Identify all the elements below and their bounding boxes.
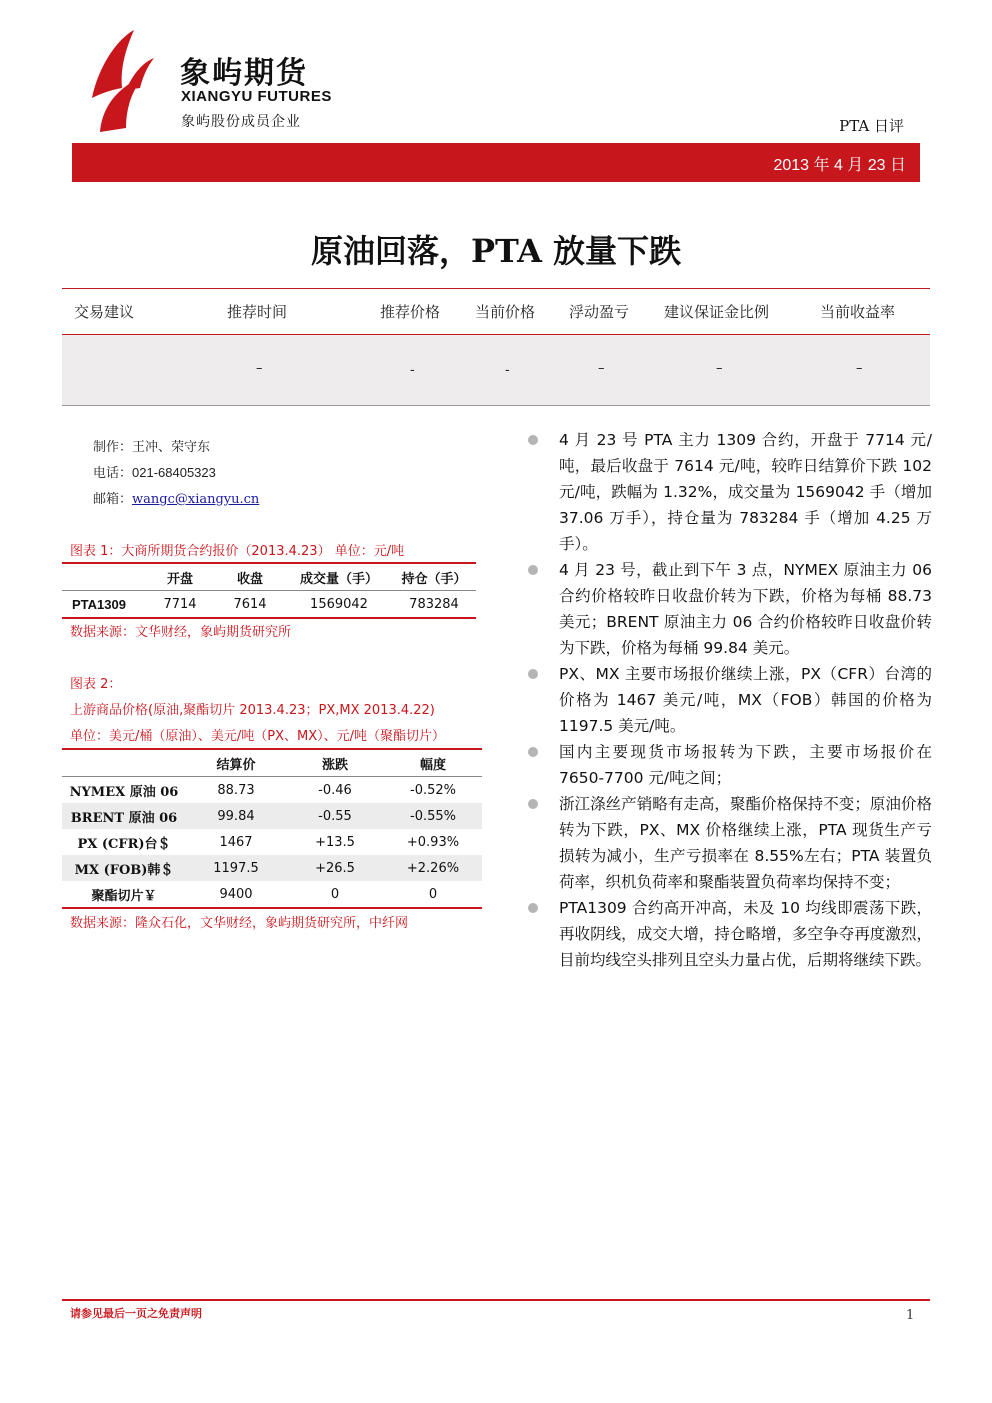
bullet-dot-icon: [528, 669, 538, 679]
table-header-cell: 涨跌: [321, 757, 348, 773]
table-cell: 783284: [409, 596, 459, 612]
table1-source: 数据来源：文华财经，象屿期货研究所: [70, 625, 292, 640]
table-row: [62, 881, 482, 908]
bullet-dot-icon: [528, 747, 538, 757]
disclaimer-note: 请参见最后一页之免责声明: [70, 1307, 202, 1320]
rec-value-cell: –: [256, 361, 263, 376]
upstream-price-table: [62, 748, 482, 909]
table-cell: -0.55: [318, 808, 352, 824]
table-row-label: PX (CFR)台＄: [77, 836, 171, 852]
rec-value-cell: –: [716, 361, 723, 376]
market-commentary-list: [528, 427, 932, 973]
table-header-cell: 结算价: [216, 757, 256, 773]
rec-value-cell: -: [410, 363, 415, 378]
table-header-cell: 幅度: [419, 757, 446, 773]
table-header-cell: 收盘: [236, 571, 263, 587]
table-cell: 88.73: [217, 782, 255, 798]
report-type: PTA 日评: [839, 117, 904, 135]
phone-label: 电话：: [93, 466, 133, 481]
brand-subtitle: 象屿股份成员企业: [181, 114, 301, 130]
commentary-text: 浙江涤丝产销略有走高，聚酯价格保持不变；原油价格转为下跌，PX、MX 价格继续上涨，PTA 现货生产亏损转为减小，生产亏损率在 8.55%左右；PTA 装置负荷率，织机负荷率和聚酯装置负荷率均保持不变；: [559, 795, 932, 891]
table-header-cell: [62, 563, 146, 591]
table-row-label: BRENT 原油 06: [70, 810, 178, 826]
table-cell: 7614: [233, 596, 267, 612]
xiangyu-logo-mark: [86, 28, 156, 132]
producer-line: 制作：王冲、荣守东: [93, 440, 211, 455]
rec-header-cell: 当前价格: [475, 303, 536, 321]
phone-line: [93, 462, 216, 481]
futures-quote-table: [62, 562, 476, 619]
table-row: [62, 777, 482, 804]
rec-header-cell: 推荐时间: [227, 303, 288, 321]
commentary-text: PX、MX 主要市场报价继续上涨，PX（CFR）台湾的价格为 1467 美元/吨，MX（FOB）韩国的价格为 1197.5 美元/吨。: [559, 665, 932, 735]
rec-value-cell: –: [598, 361, 605, 376]
rec-header-cell: 当前收益率: [820, 303, 896, 321]
rec-table-header: [62, 289, 930, 334]
commentary-text: 4 月 23 号，截止到下午 3 点，NYMEX 原油主力 06 合约价格较昨日收盘价转为下跌，价格为每桶 88.73 美元；BRENT 原油主力 06 合约价格较昨日收盘价转为下跌，价格为每桶 99.84 美元。: [559, 561, 932, 657]
table-cell: 1197.5: [213, 860, 259, 876]
table-header-cell: [62, 749, 186, 777]
rec-value-cell: –: [856, 361, 863, 376]
table2-caption-dates: 上游商品价格(原油,聚酯切片 2013.4.23；PX,MX 2013.4.22): [70, 703, 435, 718]
commentary-text: PTA1309 合约高开冲高，未及 10 均线即震荡下跌，再收阴线，成交大增，持仓略增，多空争夺再度激烈，目前均线空头排列且空头力量占优，后期将继续下跌。: [559, 899, 932, 969]
commentary-item: [528, 791, 932, 895]
email-label: 邮箱：: [93, 492, 133, 507]
brand-name-cn: 象屿期货: [180, 56, 308, 91]
table-row: [62, 803, 482, 829]
table-cell: 1569042: [310, 596, 368, 612]
bullet-dot-icon: [528, 435, 538, 445]
table-cell: -0.52%: [410, 782, 456, 798]
table-cell: +0.93%: [406, 834, 460, 850]
date-bar: [72, 143, 920, 182]
table-cell: +13.5: [315, 834, 355, 850]
commentary-text: 4 月 23 号 PTA 主力 1309 合约，开盘于 7714 元/吨，最后收盘于 7614 元/吨，较昨日结算价下跌 102 元/吨，跌幅为 1.32%，成交量为 1569042 手（增加 37.06 万手），持仓量为 783284 手（增加 4.25 万手）。: [559, 431, 932, 553]
table-row-label: PTA1309: [72, 596, 126, 612]
table-row: [62, 855, 482, 881]
table-cell: 7714: [163, 596, 197, 612]
table-row-label: NYMEX 原油 06: [69, 784, 179, 800]
table-row: [62, 829, 482, 855]
table-header-cell: 持仓（手）: [401, 571, 467, 587]
rec-header-cell: 建议保证金比例: [664, 303, 770, 321]
rec-header-cell: 浮动盈亏: [569, 303, 630, 321]
email-line: [93, 488, 259, 507]
table-cell: 0: [330, 886, 340, 902]
commentary-text: 国内主要现货市场报转为下跌，主要市场报价在 7650-7700 元/吨之间；: [559, 743, 932, 787]
table-row: [62, 591, 476, 619]
email-link[interactable]: wangc@xiangyu.cn: [132, 492, 260, 507]
brand-name-en: XIANGYU FUTURES: [181, 88, 332, 105]
table2-caption-title: 图表 2：: [70, 677, 122, 692]
bullet-dot-icon: [528, 565, 538, 575]
commentary-item: [528, 557, 932, 661]
rec-header-cell: 交易建议: [74, 303, 135, 321]
table-row-label: 聚酯切片￥: [91, 888, 157, 904]
table-header-cell: 开盘: [166, 571, 193, 587]
table-header-row: [62, 563, 476, 591]
table-cell: 99.84: [217, 808, 255, 824]
table2-caption-units: 单位：美元/桶（原油）、美元/吨（PX、MX）、元/吨（聚酯切片）: [70, 729, 446, 744]
table1-caption: 图表 1：大商所期货合约报价（2013.4.23） 单位：元/吨: [70, 544, 405, 559]
table-header-cell: 成交量（手）: [299, 571, 378, 587]
commentary-item: [528, 661, 932, 739]
commentary-item: [528, 895, 932, 973]
table-cell: 0: [428, 886, 438, 902]
rec-table-bottom-rule: [62, 405, 930, 406]
table-cell: 1467: [219, 834, 253, 850]
table-cell: 9400: [219, 886, 253, 902]
table-cell: +26.5: [315, 860, 355, 876]
rec-table-body: [62, 335, 930, 405]
bullet-dot-icon: [528, 799, 538, 809]
table-cell: -0.46: [318, 782, 352, 798]
table-cell: +2.26%: [406, 860, 460, 876]
commentary-item: [528, 427, 932, 557]
table-cell: -0.55%: [410, 808, 456, 824]
page-title: 原油回落，PTA 放量下跌: [310, 232, 682, 270]
phone-number: 021-68405323: [132, 465, 216, 480]
table-header-row: [62, 749, 482, 777]
footer-rule: [62, 1299, 930, 1301]
table-row-label: MX (FOB)韩＄: [74, 862, 174, 878]
commentary-item: [528, 739, 932, 791]
rec-value-cell: -: [505, 363, 510, 378]
report-date: 2013 年 4 月 23 日: [773, 157, 906, 174]
page-number: 1: [906, 1308, 915, 1323]
bullet-dot-icon: [528, 903, 538, 913]
rec-header-cell: 推荐价格: [380, 303, 441, 321]
table2-source: 数据来源：隆众石化，文华财经，象屿期货研究所，中纤网: [70, 916, 409, 931]
